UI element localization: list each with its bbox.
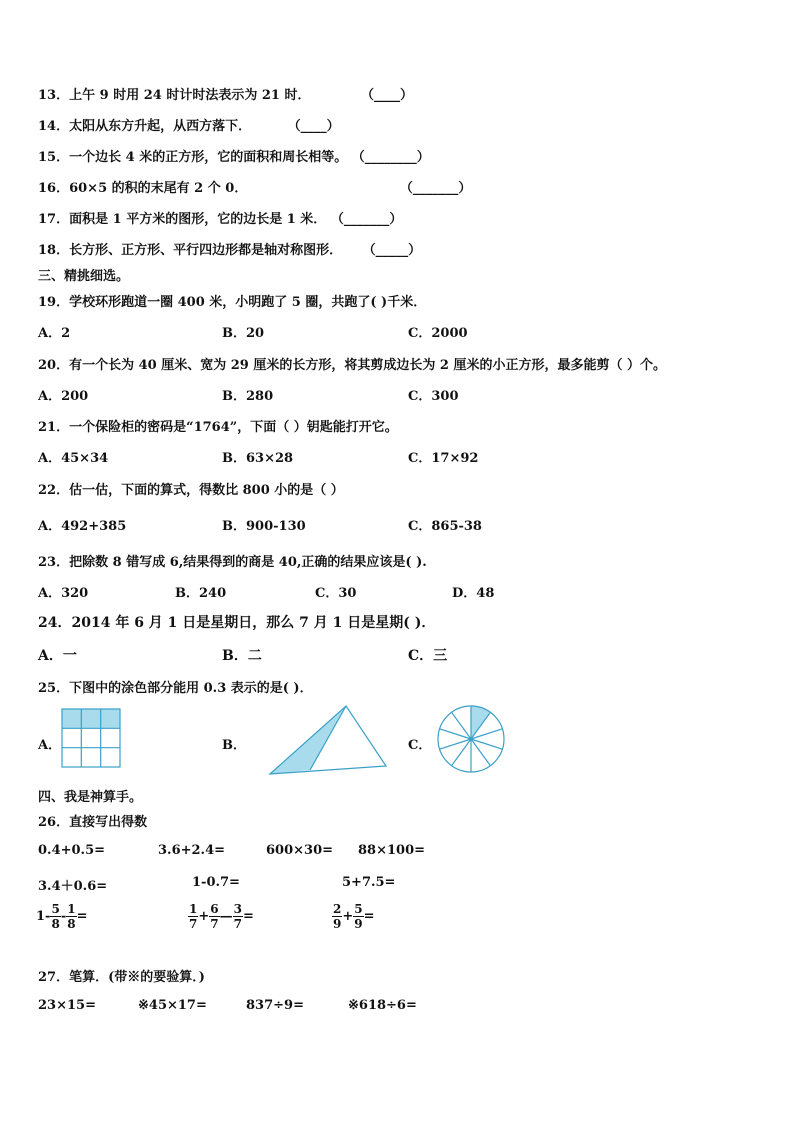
- question-26-title: 26．直接写出得数: [38, 815, 148, 830]
- option-b[interactable]: B．二: [222, 648, 262, 664]
- calc-item: 3.4＋0.6=: [38, 879, 108, 894]
- answer-blank[interactable]: （____）: [361, 88, 414, 103]
- grid-figure: [61, 708, 121, 768]
- fraction-expression: $\frac{2}{9}$ + $\frac{5}{9}$ =: [333, 902, 375, 931]
- fraction-expression: 1- $\frac{5}{8}$ - $\frac{1}{8}$ =: [36, 902, 88, 931]
- answer-blank[interactable]: （_______）: [399, 181, 472, 196]
- option-c[interactable]: C．865-38: [408, 519, 482, 534]
- calc-item: 88×100=: [358, 843, 426, 858]
- option-c[interactable]: C．300: [408, 389, 459, 404]
- question-16: [38, 177, 471, 196]
- calc-item: ※618÷6=: [348, 998, 417, 1013]
- option-c[interactable]: C．30: [315, 586, 357, 601]
- question-text: 15．一个边长 4 米的正方形，它的面积和周长相等。: [38, 150, 348, 165]
- option-a[interactable]: A．2: [38, 326, 71, 341]
- shaded-row: [62, 709, 120, 728]
- triangle-figure: [266, 704, 390, 778]
- option-c[interactable]: C．2000: [408, 326, 468, 341]
- option-b[interactable]: B．20: [222, 326, 265, 341]
- option-c[interactable]: C．17×92: [408, 451, 479, 466]
- question-22: 22．估一估，下面的算式，得数比 800 小的是（ ）: [38, 483, 344, 498]
- question-17: [38, 208, 402, 227]
- option-b[interactable]: B．: [222, 738, 246, 753]
- fraction: $\frac{1}{7}$: [189, 902, 198, 931]
- option-c[interactable]: C．三: [408, 648, 448, 664]
- question-21: 21．一个保险柜的密码是“1764”，下面（ ）钥匙能打开它。: [38, 420, 398, 435]
- fraction: $\frac{2}{9}$: [333, 902, 342, 931]
- calc-item: 3.6+2.4=: [158, 843, 226, 858]
- option-a[interactable]: A．200: [38, 389, 89, 404]
- option-a[interactable]: A．一: [38, 648, 77, 664]
- section-4-title: 四、我是神算手。: [38, 790, 143, 805]
- answer-blank[interactable]: （____）: [287, 119, 340, 134]
- question-23: 23．把除数 8 错写成 6,结果得到的商是 40,正确的结果应该是( ).: [38, 555, 427, 570]
- fraction-expression: $\frac{1}{7}$ + $\frac{6}{7}$ — $\frac{3}{7}$ =: [189, 902, 254, 931]
- fraction: $\frac{3}{7}$: [233, 902, 242, 931]
- calc-item: 600×30=: [266, 843, 334, 858]
- option-a[interactable]: A．492+385: [38, 519, 127, 534]
- option-d[interactable]: D．48: [452, 586, 495, 601]
- option-a[interactable]: A．: [38, 738, 62, 753]
- answer-blank[interactable]: （_____）: [362, 243, 422, 258]
- option-b[interactable]: B．280: [222, 389, 274, 404]
- question-text: 18．长方形、正方形、平行四边形都是轴对称图形．: [38, 243, 343, 258]
- question-13: [38, 84, 413, 103]
- fraction: $\frac{5}{8}$: [51, 902, 60, 931]
- question-14: [38, 115, 340, 134]
- section-3-title: 三、精挑细选。: [38, 269, 130, 284]
- question-24: 24．2014 年 6 月 1 日是星期日，那么 7 月 1 日是星期( )．: [38, 615, 436, 631]
- question-text: 16．60×5 的积的末尾有 2 个 0．: [38, 181, 248, 196]
- question-text: 13．上午 9 时用 24 时计时法表示为 21 时．: [38, 88, 311, 103]
- question-18: [38, 239, 421, 258]
- option-b[interactable]: B．63×28: [222, 451, 294, 466]
- answer-blank[interactable]: （_______）: [330, 212, 403, 227]
- question-25: 25．下图中的涂色部分能用 0.3 表示的是( )．: [38, 681, 313, 696]
- calc-item: ※45×17=: [138, 998, 207, 1013]
- circle-figure: [436, 704, 506, 774]
- calc-item: 23×15=: [38, 998, 96, 1013]
- option-b[interactable]: B．240: [175, 586, 227, 601]
- option-b[interactable]: B．900-130: [222, 519, 306, 534]
- question-text: 17．面积是 1 平方米的图形，它的边长是 1 米．: [38, 212, 327, 227]
- answer-blank[interactable]: （________）: [351, 150, 430, 165]
- question-19: 19．学校环形跑道一圈 400 米，小明跑了 5 圈，共跑了( )千米．: [38, 295, 427, 310]
- question-text: 14．太阳从东方升起，从西方落下．: [38, 119, 252, 134]
- option-a[interactable]: A．320: [38, 586, 89, 601]
- fraction: $\frac{5}{9}$: [354, 902, 363, 931]
- calc-item: 0.4+0.5=: [38, 843, 106, 858]
- option-a[interactable]: A．45×34: [38, 451, 109, 466]
- question-15: [38, 146, 430, 165]
- question-20: 20．有一个长为 40 厘米、宽为 29 厘米的长方形，将其剪成边长为 2 厘米的小正方形，最多能剪（ ）个。: [38, 358, 666, 373]
- calc-item: 1-0.7=: [192, 875, 240, 890]
- fraction: $\frac{1}{8}$: [67, 902, 76, 931]
- option-c[interactable]: C．: [408, 738, 432, 753]
- calc-item: 837÷9=: [246, 998, 304, 1013]
- question-27-title: 27．笔算．(带※的要验算．): [38, 970, 205, 985]
- calc-item: 5+7.5=: [342, 875, 396, 890]
- fraction: $\frac{6}{7}$: [210, 902, 219, 931]
